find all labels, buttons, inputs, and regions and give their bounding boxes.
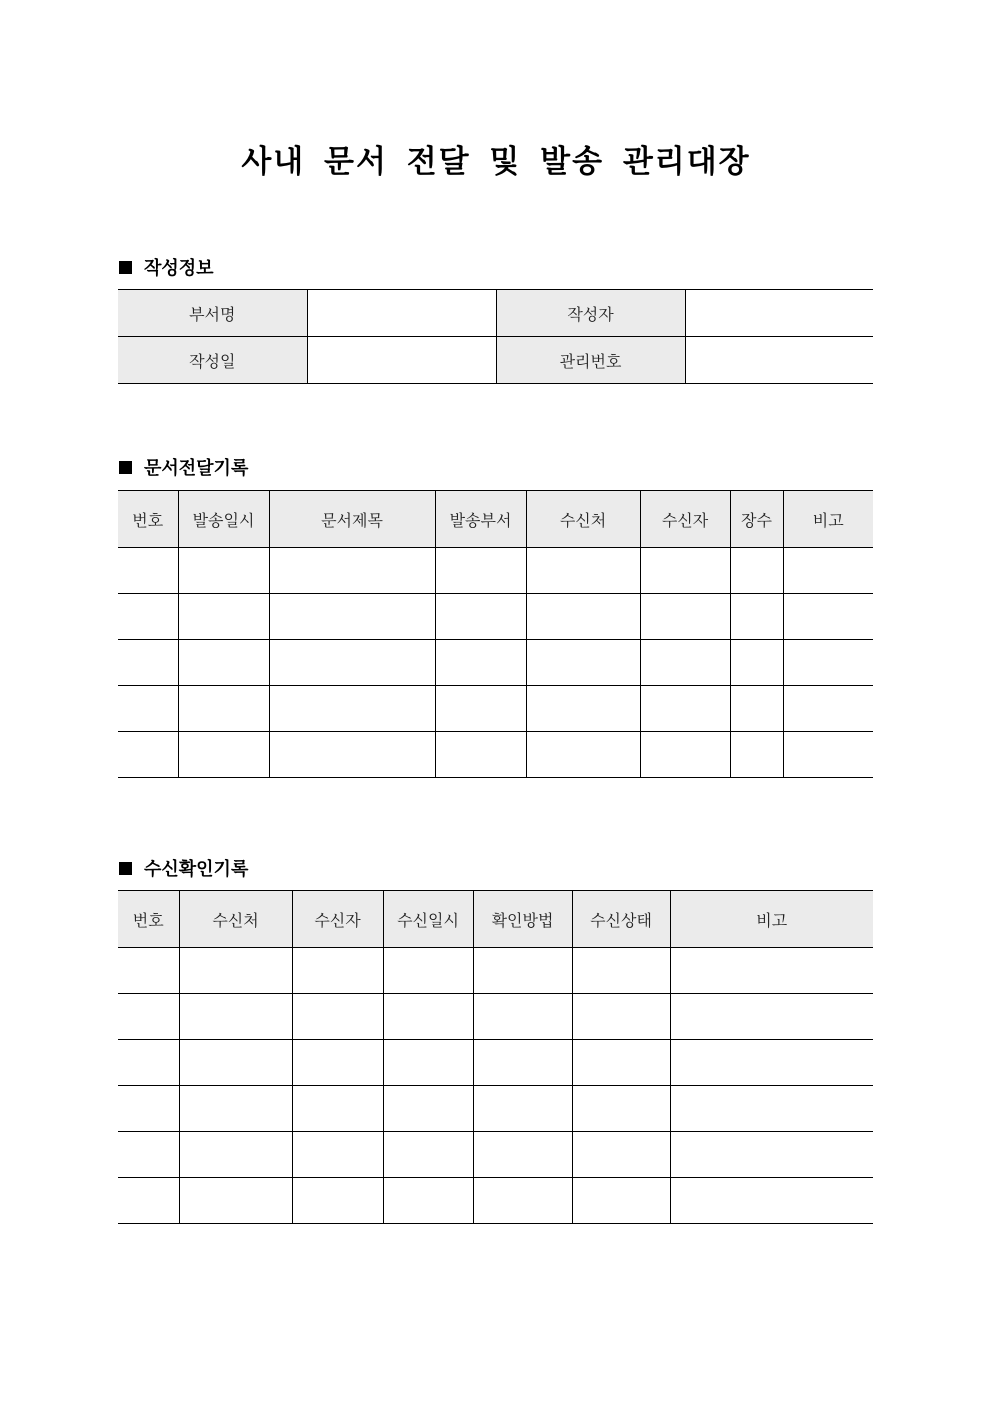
table-cell[interactable] [118, 994, 179, 1040]
table-cell[interactable] [118, 594, 178, 640]
table-cell[interactable] [179, 1132, 292, 1178]
table-row [118, 686, 873, 732]
table-cell[interactable] [730, 548, 783, 594]
table-cell[interactable] [179, 994, 292, 1040]
info-table [118, 289, 873, 384]
table-cell[interactable] [435, 640, 526, 686]
table-row [118, 994, 873, 1040]
col-header: 번호 [118, 891, 179, 948]
table-cell[interactable] [572, 948, 670, 994]
table-cell[interactable] [783, 548, 873, 594]
table-cell[interactable] [572, 994, 670, 1040]
col-header: 수신처 [179, 891, 292, 948]
col-header: 수신처 [526, 491, 640, 548]
table-cell[interactable] [118, 640, 178, 686]
table-cell[interactable] [179, 1086, 292, 1132]
section-heading-delivery [119, 454, 248, 480]
table-cell[interactable] [473, 1132, 572, 1178]
table-cell[interactable] [269, 640, 435, 686]
table-cell[interactable] [670, 994, 873, 1040]
table-cell[interactable] [383, 1178, 473, 1224]
table-cell[interactable] [178, 640, 269, 686]
table-cell[interactable] [292, 1132, 383, 1178]
table-cell[interactable] [383, 994, 473, 1040]
table-cell[interactable] [473, 948, 572, 994]
table-cell[interactable] [473, 994, 572, 1040]
table-cell[interactable] [730, 640, 783, 686]
square-bullet-icon [119, 461, 132, 474]
info-row [118, 290, 873, 337]
date-label: 작성일 [118, 337, 307, 384]
table-cell[interactable] [269, 686, 435, 732]
table-cell[interactable] [572, 1132, 670, 1178]
table-row [118, 594, 873, 640]
table-cell[interactable] [526, 732, 640, 778]
table-cell[interactable] [670, 1132, 873, 1178]
table-cell[interactable] [435, 686, 526, 732]
table-row [118, 1086, 873, 1132]
table-cell[interactable] [269, 548, 435, 594]
table-cell[interactable] [526, 594, 640, 640]
table-cell[interactable] [383, 1132, 473, 1178]
table-cell[interactable] [572, 1040, 670, 1086]
table-cell[interactable] [435, 732, 526, 778]
table-cell[interactable] [572, 1178, 670, 1224]
author-label: 작성자 [496, 290, 685, 337]
col-header: 비고 [783, 491, 873, 548]
table-cell[interactable] [292, 1086, 383, 1132]
department-label: 부서명 [118, 290, 307, 337]
col-header: 문서제목 [269, 491, 435, 548]
col-header: 장수 [730, 491, 783, 548]
table-row [118, 548, 873, 594]
table-cell[interactable] [730, 732, 783, 778]
table-cell[interactable] [292, 948, 383, 994]
table-cell[interactable] [118, 948, 179, 994]
table-cell[interactable] [269, 594, 435, 640]
table-cell[interactable] [179, 1040, 292, 1086]
table-cell[interactable] [640, 732, 730, 778]
table-cell[interactable] [526, 548, 640, 594]
square-bullet-icon [119, 862, 132, 875]
table-cell[interactable] [178, 548, 269, 594]
management-number-field[interactable] [685, 337, 873, 384]
table-header-row [118, 891, 873, 948]
receipt-table [118, 890, 873, 1224]
table-cell[interactable] [118, 1132, 179, 1178]
col-header: 수신일시 [383, 891, 473, 948]
table-cell[interactable] [269, 732, 435, 778]
table-cell[interactable] [640, 686, 730, 732]
document-title: 사내 문서 전달 및 발송 관리대장 [241, 144, 751, 180]
section-heading-delivery-label: 문서전달기록 [144, 458, 249, 479]
table-cell[interactable] [383, 948, 473, 994]
info-row [118, 337, 873, 384]
table-cell[interactable] [640, 548, 730, 594]
col-header: 수신자 [292, 891, 383, 948]
col-header: 수신자 [640, 491, 730, 548]
table-cell[interactable] [118, 686, 178, 732]
col-header: 비고 [670, 891, 873, 948]
col-header: 확인방법 [473, 891, 572, 948]
department-field[interactable] [307, 290, 496, 337]
table-cell[interactable] [670, 1040, 873, 1086]
table-cell[interactable] [572, 1086, 670, 1132]
section-heading-info [119, 254, 214, 280]
table-cell[interactable] [118, 732, 178, 778]
table-cell[interactable] [473, 1040, 572, 1086]
table-cell[interactable] [783, 640, 873, 686]
table-cell[interactable] [178, 732, 269, 778]
table-cell[interactable] [783, 732, 873, 778]
author-field[interactable] [685, 290, 873, 337]
table-cell[interactable] [118, 548, 178, 594]
delivery-table [118, 490, 873, 778]
table-cell[interactable] [178, 686, 269, 732]
col-header: 발송일시 [178, 491, 269, 548]
table-cell[interactable] [178, 594, 269, 640]
management-number-label: 관리번호 [496, 337, 685, 384]
table-cell[interactable] [383, 1086, 473, 1132]
table-cell[interactable] [292, 1178, 383, 1224]
table-cell[interactable] [179, 948, 292, 994]
section-heading-info-label: 작성정보 [144, 258, 214, 279]
table-cell[interactable] [670, 948, 873, 994]
table-cell[interactable] [292, 1040, 383, 1086]
section-heading-receipt [119, 855, 248, 881]
table-cell[interactable] [670, 1178, 873, 1224]
section-heading-receipt-label: 수신확인기록 [144, 859, 249, 880]
square-bullet-icon [119, 261, 132, 274]
table-cell[interactable] [292, 994, 383, 1040]
table-cell[interactable] [118, 1040, 179, 1086]
table-cell[interactable] [473, 1178, 572, 1224]
table-row [118, 1040, 873, 1086]
table-cell[interactable] [118, 1178, 179, 1224]
table-cell[interactable] [179, 1178, 292, 1224]
table-cell[interactable] [640, 640, 730, 686]
col-header: 발송부서 [435, 491, 526, 548]
table-cell[interactable] [118, 1086, 179, 1132]
table-cell[interactable] [473, 1086, 572, 1132]
table-cell[interactable] [435, 548, 526, 594]
table-row [118, 1178, 873, 1224]
table-cell[interactable] [730, 594, 783, 640]
table-cell[interactable] [383, 1040, 473, 1086]
date-field[interactable] [307, 337, 496, 384]
table-row [118, 640, 873, 686]
table-cell[interactable] [640, 594, 730, 640]
table-cell[interactable] [435, 594, 526, 640]
table-cell[interactable] [783, 594, 873, 640]
table-row [118, 1132, 873, 1178]
col-header: 번호 [118, 491, 178, 548]
table-row [118, 732, 873, 778]
table-cell[interactable] [783, 686, 873, 732]
col-header: 수신상태 [572, 891, 670, 948]
table-header-row [118, 491, 873, 548]
table-cell[interactable] [526, 640, 640, 686]
table-cell[interactable] [526, 686, 640, 732]
table-cell[interactable] [670, 1086, 873, 1132]
table-row [118, 948, 873, 994]
table-cell[interactable] [730, 686, 783, 732]
